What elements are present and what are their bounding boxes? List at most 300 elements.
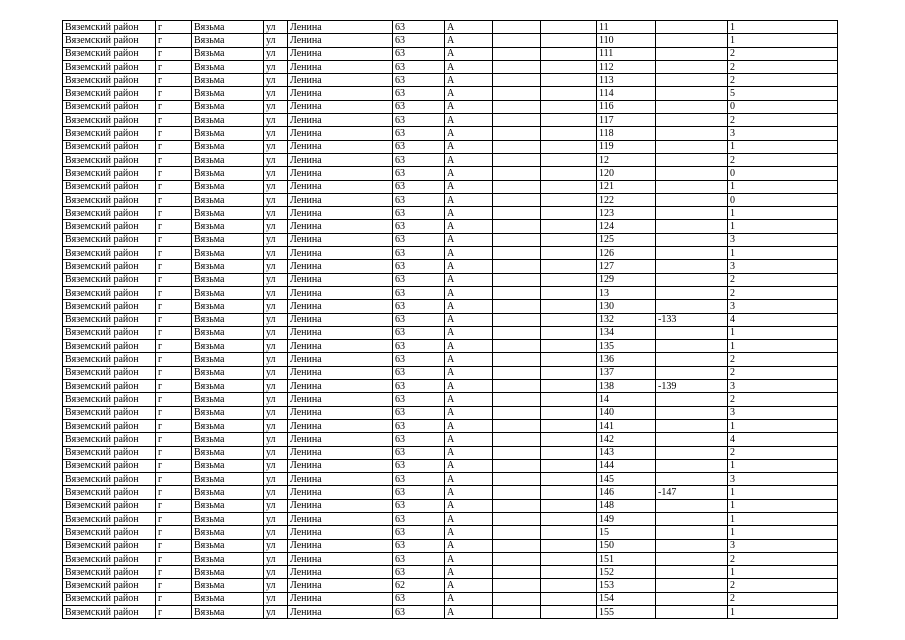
- locality-cell: Вязьма: [192, 207, 264, 220]
- locality-cell: Вязьма: [192, 167, 264, 180]
- count-cell: 3: [728, 127, 838, 140]
- street-cell: Ленина: [288, 233, 393, 246]
- apartment-range-cell: [656, 167, 728, 180]
- apartment-range-cell: [656, 606, 728, 619]
- apartment-range-cell: [656, 153, 728, 166]
- district-cell: Вяземский район: [63, 313, 156, 326]
- apartment-range-cell: [656, 100, 728, 113]
- apartment-range-cell: [656, 60, 728, 73]
- building-letter-cell: А: [445, 74, 493, 87]
- district-cell: Вяземский район: [63, 140, 156, 153]
- blank-cell-a: [493, 473, 541, 486]
- apartment-range-cell: [656, 539, 728, 552]
- locality-type-cell: г: [156, 300, 192, 313]
- blank-cell-b: [541, 326, 597, 339]
- blank-cell-b: [541, 300, 597, 313]
- house-cell: 63: [393, 247, 445, 260]
- blank-cell-b: [541, 592, 597, 605]
- district-cell: Вяземский район: [63, 566, 156, 579]
- street-type-cell: ул: [264, 326, 288, 339]
- district-cell: Вяземский район: [63, 21, 156, 34]
- locality-cell: Вязьма: [192, 526, 264, 539]
- blank-cell-a: [493, 167, 541, 180]
- house-cell: 63: [393, 286, 445, 299]
- building-letter-cell: А: [445, 233, 493, 246]
- table-row: [63, 153, 838, 166]
- house-cell: 63: [393, 353, 445, 366]
- table-row: [63, 486, 838, 499]
- blank-cell-b: [541, 499, 597, 512]
- locality-type-cell: г: [156, 233, 192, 246]
- count-cell: 0: [728, 193, 838, 206]
- locality-cell: Вязьма: [192, 606, 264, 619]
- table-row: [63, 180, 838, 193]
- street-type-cell: ул: [264, 153, 288, 166]
- street-type-cell: ул: [264, 606, 288, 619]
- apartment-range-cell: [656, 207, 728, 220]
- locality-cell: Вязьма: [192, 326, 264, 339]
- count-cell: 3: [728, 539, 838, 552]
- table-row: [63, 406, 838, 419]
- locality-cell: Вязьма: [192, 247, 264, 260]
- blank-cell-b: [541, 193, 597, 206]
- count-cell: 2: [728, 114, 838, 127]
- locality-type-cell: г: [156, 512, 192, 525]
- count-cell: 1: [728, 486, 838, 499]
- blank-cell-a: [493, 300, 541, 313]
- locality-type-cell: г: [156, 127, 192, 140]
- apartment-range-cell: [656, 340, 728, 353]
- apartment-cell: 123: [597, 207, 656, 220]
- apartment-cell: 146: [597, 486, 656, 499]
- blank-cell-b: [541, 114, 597, 127]
- street-cell: Ленина: [288, 47, 393, 60]
- blank-cell-b: [541, 340, 597, 353]
- data-table: [62, 20, 838, 619]
- blank-cell-b: [541, 87, 597, 100]
- house-cell: 63: [393, 220, 445, 233]
- blank-cell-a: [493, 114, 541, 127]
- blank-cell-b: [541, 433, 597, 446]
- locality-type-cell: г: [156, 100, 192, 113]
- building-letter-cell: А: [445, 353, 493, 366]
- house-cell: 63: [393, 592, 445, 605]
- street-type-cell: ул: [264, 380, 288, 393]
- building-letter-cell: А: [445, 114, 493, 127]
- district-cell: Вяземский район: [63, 366, 156, 379]
- locality-type-cell: г: [156, 539, 192, 552]
- street-cell: Ленина: [288, 459, 393, 472]
- street-cell: Ленина: [288, 247, 393, 260]
- apartment-range-cell: [656, 74, 728, 87]
- apartment-cell: 148: [597, 499, 656, 512]
- blank-cell-a: [493, 380, 541, 393]
- district-cell: Вяземский район: [63, 47, 156, 60]
- apartment-range-cell: [656, 406, 728, 419]
- locality-type-cell: г: [156, 579, 192, 592]
- district-cell: Вяземский район: [63, 473, 156, 486]
- locality-cell: Вязьма: [192, 74, 264, 87]
- blank-cell-b: [541, 366, 597, 379]
- street-type-cell: ул: [264, 433, 288, 446]
- blank-cell-b: [541, 380, 597, 393]
- street-cell: Ленина: [288, 526, 393, 539]
- apartment-cell: 112: [597, 60, 656, 73]
- locality-type-cell: г: [156, 74, 192, 87]
- building-letter-cell: А: [445, 433, 493, 446]
- street-cell: Ленина: [288, 566, 393, 579]
- district-cell: Вяземский район: [63, 406, 156, 419]
- apartment-range-cell: [656, 140, 728, 153]
- apartment-cell: 135: [597, 340, 656, 353]
- house-cell: 63: [393, 606, 445, 619]
- building-letter-cell: А: [445, 606, 493, 619]
- locality-type-cell: г: [156, 286, 192, 299]
- district-cell: Вяземский район: [63, 180, 156, 193]
- street-type-cell: ул: [264, 34, 288, 47]
- district-cell: Вяземский район: [63, 606, 156, 619]
- street-cell: Ленина: [288, 60, 393, 73]
- locality-cell: Вязьма: [192, 393, 264, 406]
- blank-cell-a: [493, 127, 541, 140]
- locality-type-cell: г: [156, 552, 192, 565]
- blank-cell-a: [493, 340, 541, 353]
- table-body: [63, 21, 838, 619]
- apartment-range-cell: -133: [656, 313, 728, 326]
- locality-type-cell: г: [156, 114, 192, 127]
- street-cell: Ленина: [288, 300, 393, 313]
- apartment-range-cell: [656, 21, 728, 34]
- table-row: [63, 552, 838, 565]
- count-cell: 1: [728, 459, 838, 472]
- district-cell: Вяземский район: [63, 153, 156, 166]
- locality-type-cell: г: [156, 473, 192, 486]
- count-cell: 0: [728, 100, 838, 113]
- street-type-cell: ул: [264, 273, 288, 286]
- apartment-cell: 126: [597, 247, 656, 260]
- district-cell: Вяземский район: [63, 127, 156, 140]
- apartment-cell: 145: [597, 473, 656, 486]
- apartment-cell: 120: [597, 167, 656, 180]
- house-cell: 63: [393, 167, 445, 180]
- apartment-cell: 125: [597, 233, 656, 246]
- count-cell: 0: [728, 167, 838, 180]
- locality-cell: Вязьма: [192, 114, 264, 127]
- street-type-cell: ул: [264, 499, 288, 512]
- house-cell: 63: [393, 512, 445, 525]
- building-letter-cell: А: [445, 300, 493, 313]
- house-cell: 63: [393, 473, 445, 486]
- street-cell: Ленина: [288, 552, 393, 565]
- table-row: [63, 47, 838, 60]
- apartment-range-cell: [656, 592, 728, 605]
- district-cell: Вяземский район: [63, 433, 156, 446]
- street-type-cell: ул: [264, 114, 288, 127]
- district-cell: Вяземский район: [63, 499, 156, 512]
- blank-cell-a: [493, 353, 541, 366]
- locality-type-cell: г: [156, 499, 192, 512]
- building-letter-cell: А: [445, 366, 493, 379]
- locality-cell: Вязьма: [192, 579, 264, 592]
- district-cell: Вяземский район: [63, 579, 156, 592]
- building-letter-cell: А: [445, 446, 493, 459]
- table-row: [63, 499, 838, 512]
- blank-cell-a: [493, 47, 541, 60]
- street-type-cell: ул: [264, 552, 288, 565]
- count-cell: 1: [728, 180, 838, 193]
- street-cell: Ленина: [288, 512, 393, 525]
- table-row: [63, 340, 838, 353]
- table-row: [63, 579, 838, 592]
- table-row: [63, 526, 838, 539]
- house-cell: 63: [393, 260, 445, 273]
- apartment-cell: 130: [597, 300, 656, 313]
- building-letter-cell: А: [445, 552, 493, 565]
- blank-cell-a: [493, 526, 541, 539]
- count-cell: 2: [728, 47, 838, 60]
- blank-cell-b: [541, 473, 597, 486]
- street-cell: Ленина: [288, 180, 393, 193]
- count-cell: 3: [728, 473, 838, 486]
- street-cell: Ленина: [288, 380, 393, 393]
- street-cell: Ленина: [288, 499, 393, 512]
- street-cell: Ленина: [288, 539, 393, 552]
- house-cell: 63: [393, 433, 445, 446]
- house-cell: 63: [393, 526, 445, 539]
- apartment-cell: 132: [597, 313, 656, 326]
- building-letter-cell: А: [445, 313, 493, 326]
- blank-cell-b: [541, 140, 597, 153]
- table-row: [63, 393, 838, 406]
- blank-cell-b: [541, 153, 597, 166]
- apartment-cell: 141: [597, 419, 656, 432]
- district-cell: Вяземский район: [63, 220, 156, 233]
- building-letter-cell: А: [445, 393, 493, 406]
- district-cell: Вяземский район: [63, 326, 156, 339]
- house-cell: 63: [393, 566, 445, 579]
- house-cell: 63: [393, 326, 445, 339]
- apartment-range-cell: [656, 193, 728, 206]
- locality-type-cell: г: [156, 207, 192, 220]
- locality-type-cell: г: [156, 419, 192, 432]
- house-cell: 63: [393, 233, 445, 246]
- locality-cell: Вязьма: [192, 592, 264, 605]
- locality-type-cell: г: [156, 167, 192, 180]
- count-cell: 3: [728, 406, 838, 419]
- district-cell: Вяземский район: [63, 353, 156, 366]
- apartment-cell: 144: [597, 459, 656, 472]
- blank-cell-a: [493, 273, 541, 286]
- blank-cell-b: [541, 60, 597, 73]
- table-row: [63, 260, 838, 273]
- street-type-cell: ул: [264, 207, 288, 220]
- house-cell: 63: [393, 180, 445, 193]
- apartment-range-cell: -139: [656, 380, 728, 393]
- building-letter-cell: А: [445, 579, 493, 592]
- table-row: [63, 512, 838, 525]
- house-cell: 63: [393, 127, 445, 140]
- district-cell: Вяземский район: [63, 233, 156, 246]
- house-cell: 63: [393, 313, 445, 326]
- count-cell: 1: [728, 220, 838, 233]
- apartment-cell: 12: [597, 153, 656, 166]
- blank-cell-a: [493, 74, 541, 87]
- street-type-cell: ул: [264, 566, 288, 579]
- locality-type-cell: г: [156, 60, 192, 73]
- locality-type-cell: г: [156, 340, 192, 353]
- district-cell: Вяземский район: [63, 260, 156, 273]
- street-type-cell: ул: [264, 459, 288, 472]
- apartment-cell: 11: [597, 21, 656, 34]
- count-cell: 1: [728, 606, 838, 619]
- locality-type-cell: г: [156, 326, 192, 339]
- table-row: [63, 459, 838, 472]
- locality-cell: Вязьма: [192, 180, 264, 193]
- street-type-cell: ул: [264, 419, 288, 432]
- locality-type-cell: г: [156, 153, 192, 166]
- count-cell: 4: [728, 313, 838, 326]
- count-cell: 1: [728, 499, 838, 512]
- apartment-cell: 121: [597, 180, 656, 193]
- blank-cell-b: [541, 313, 597, 326]
- house-cell: 63: [393, 74, 445, 87]
- street-type-cell: ул: [264, 87, 288, 100]
- blank-cell-a: [493, 592, 541, 605]
- street-type-cell: ул: [264, 286, 288, 299]
- table-row: [63, 419, 838, 432]
- apartment-cell: 142: [597, 433, 656, 446]
- apartment-range-cell: [656, 47, 728, 60]
- locality-type-cell: г: [156, 566, 192, 579]
- table-row: [63, 193, 838, 206]
- table-row: [63, 353, 838, 366]
- blank-cell-a: [493, 326, 541, 339]
- blank-cell-b: [541, 526, 597, 539]
- apartment-range-cell: [656, 233, 728, 246]
- blank-cell-a: [493, 579, 541, 592]
- building-letter-cell: А: [445, 140, 493, 153]
- apartment-range-cell: [656, 366, 728, 379]
- district-cell: Вяземский район: [63, 273, 156, 286]
- building-letter-cell: А: [445, 286, 493, 299]
- street-type-cell: ул: [264, 167, 288, 180]
- street-cell: Ленина: [288, 446, 393, 459]
- street-cell: Ленина: [288, 406, 393, 419]
- locality-cell: Вязьма: [192, 286, 264, 299]
- table-row: [63, 207, 838, 220]
- apartment-range-cell: [656, 353, 728, 366]
- apartment-range-cell: [656, 473, 728, 486]
- apartment-cell: 110: [597, 34, 656, 47]
- street-cell: Ленина: [288, 114, 393, 127]
- street-type-cell: ул: [264, 180, 288, 193]
- locality-type-cell: г: [156, 87, 192, 100]
- street-type-cell: ул: [264, 47, 288, 60]
- building-letter-cell: А: [445, 153, 493, 166]
- street-type-cell: ул: [264, 393, 288, 406]
- house-cell: 63: [393, 87, 445, 100]
- house-cell: 63: [393, 100, 445, 113]
- district-cell: Вяземский район: [63, 592, 156, 605]
- apartment-cell: 116: [597, 100, 656, 113]
- blank-cell-a: [493, 260, 541, 273]
- street-cell: Ленина: [288, 286, 393, 299]
- table-row: [63, 100, 838, 113]
- street-cell: Ленина: [288, 486, 393, 499]
- street-cell: Ленина: [288, 207, 393, 220]
- apartment-cell: 129: [597, 273, 656, 286]
- apartment-range-cell: [656, 114, 728, 127]
- locality-cell: Вязьма: [192, 473, 264, 486]
- apartment-range-cell: -147: [656, 486, 728, 499]
- blank-cell-b: [541, 74, 597, 87]
- apartment-range-cell: [656, 526, 728, 539]
- blank-cell-b: [541, 552, 597, 565]
- blank-cell-a: [493, 539, 541, 552]
- building-letter-cell: А: [445, 207, 493, 220]
- blank-cell-b: [541, 459, 597, 472]
- locality-type-cell: г: [156, 34, 192, 47]
- locality-cell: Вязьма: [192, 499, 264, 512]
- apartment-range-cell: [656, 433, 728, 446]
- street-cell: Ленина: [288, 579, 393, 592]
- apartment-cell: 153: [597, 579, 656, 592]
- table-row: [63, 233, 838, 246]
- locality-cell: Вязьма: [192, 34, 264, 47]
- count-cell: 5: [728, 87, 838, 100]
- locality-cell: Вязьма: [192, 419, 264, 432]
- apartment-range-cell: [656, 552, 728, 565]
- apartment-cell: 136: [597, 353, 656, 366]
- street-type-cell: ул: [264, 220, 288, 233]
- apartment-range-cell: [656, 260, 728, 273]
- blank-cell-a: [493, 220, 541, 233]
- blank-cell-b: [541, 127, 597, 140]
- blank-cell-b: [541, 539, 597, 552]
- locality-type-cell: г: [156, 140, 192, 153]
- street-cell: Ленина: [288, 473, 393, 486]
- blank-cell-a: [493, 87, 541, 100]
- house-cell: 63: [393, 21, 445, 34]
- building-letter-cell: А: [445, 193, 493, 206]
- apartment-cell: 122: [597, 193, 656, 206]
- district-cell: Вяземский район: [63, 419, 156, 432]
- table-row: [63, 539, 838, 552]
- district-cell: Вяземский район: [63, 34, 156, 47]
- street-cell: Ленина: [288, 433, 393, 446]
- blank-cell-a: [493, 459, 541, 472]
- table-row: [63, 74, 838, 87]
- apartment-range-cell: [656, 273, 728, 286]
- blank-cell-b: [541, 220, 597, 233]
- street-cell: Ленина: [288, 100, 393, 113]
- house-cell: 63: [393, 419, 445, 432]
- blank-cell-a: [493, 100, 541, 113]
- locality-cell: Вязьма: [192, 406, 264, 419]
- street-cell: Ленина: [288, 606, 393, 619]
- blank-cell-a: [493, 180, 541, 193]
- street-type-cell: ул: [264, 140, 288, 153]
- locality-cell: Вязьма: [192, 313, 264, 326]
- blank-cell-a: [493, 486, 541, 499]
- building-letter-cell: А: [445, 406, 493, 419]
- blank-cell-b: [541, 446, 597, 459]
- locality-type-cell: г: [156, 220, 192, 233]
- district-cell: Вяземский район: [63, 193, 156, 206]
- house-cell: 63: [393, 207, 445, 220]
- building-letter-cell: А: [445, 326, 493, 339]
- street-cell: Ленина: [288, 153, 393, 166]
